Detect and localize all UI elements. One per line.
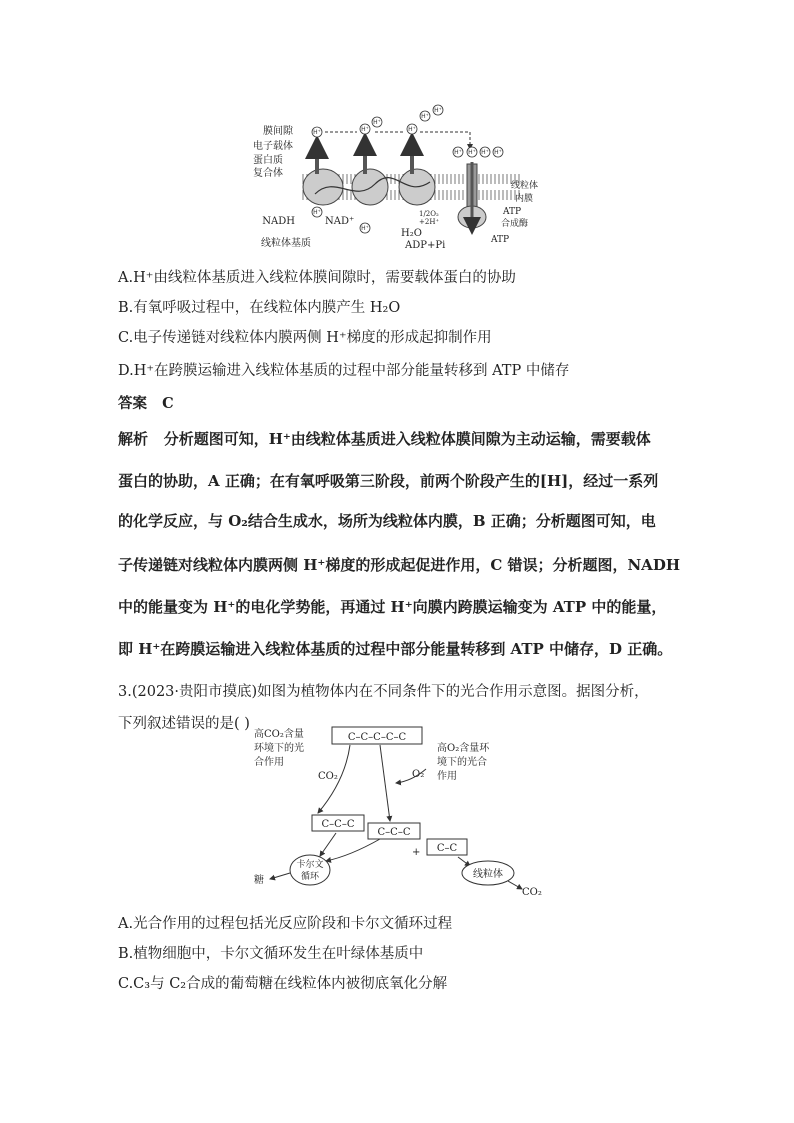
answer-label: 答案 (118, 395, 147, 412)
svg-text:H⁺: H⁺ (313, 209, 321, 216)
arrow-c3a-to-calvin (320, 833, 336, 856)
svg-text:H⁺: H⁺ (454, 149, 462, 156)
label-adp: ADP+Pi (405, 240, 446, 251)
option-a: A.H⁺由线粒体基质进入线粒体膜间隙时，需要载体蛋白的协助 (118, 270, 516, 286)
svg-text:H⁺: H⁺ (373, 119, 381, 126)
right-note-2: 境下的光合 (437, 757, 487, 768)
arrow-c5-to-c3b (380, 745, 390, 821)
analysis-label: 解析 (118, 430, 149, 448)
c3b-label: C–C–C (377, 827, 411, 838)
label-2h: +2H⁺ (419, 218, 440, 226)
svg-text:H⁺: H⁺ (468, 149, 476, 156)
proton-flow-dashed (325, 132, 470, 149)
left-note-3: 合作用 (254, 757, 284, 768)
analysis-text-1: 分析题图可知，H⁺由线粒体基质进入线粒体膜间隙为主动运输，需要载体 (163, 430, 651, 448)
label-nad: NAD⁺ (325, 216, 355, 227)
left-note-1: 高CO₂含量 (254, 729, 304, 740)
analysis-line-5: 中的能量变为 H⁺的电化学势能，再通过 H⁺向膜内跨膜运输变为 ATP 中的能量， (118, 598, 667, 616)
mito-label: 线粒体 (473, 869, 503, 880)
co2-in-label: CO₂ (318, 771, 338, 782)
mitochondria-membrane-figure (245, 104, 545, 254)
photosynthesis-figure (240, 721, 560, 901)
label-protein: 蛋白质 (253, 155, 283, 166)
label-matrix: 线粒体基质 (261, 238, 311, 249)
q3-option-a: A.光合作用的过程包括光反应阶段和卡尔文循环过程 (118, 916, 453, 932)
analysis-line-6: 即 H⁺在跨膜运输进入线粒体基质的过程中部分能量转移到 ATP 中储存，D 正确。 (118, 640, 673, 658)
left-note-2: 环境下的光 (254, 743, 304, 754)
arrow-c3b-to-calvin (326, 839, 380, 861)
label-atp-out: ATP (491, 235, 510, 245)
option-c: C.电子传递链对线粒体内膜两侧 H⁺梯度的形成起抑制作用 (118, 330, 492, 346)
analysis-line-1 (118, 428, 651, 450)
label-synthase: 合成酶 (501, 219, 529, 229)
label-complex: 复合体 (253, 168, 283, 179)
arrow-mito-to-co2 (508, 881, 522, 889)
label-electron-carrier: 电子载体 (253, 141, 293, 152)
q3-option-b: B.植物细胞中，卡尔文循环发生在叶绿体基质中 (118, 946, 424, 962)
label-atp-1: ATP (503, 207, 522, 217)
label-h2o: H₂O (401, 228, 422, 239)
svg-text:H⁺: H⁺ (361, 225, 369, 232)
svg-text:H⁺: H⁺ (313, 129, 321, 136)
svg-text:H⁺: H⁺ (434, 107, 442, 114)
svg-text:H⁺: H⁺ (361, 126, 369, 133)
co2-out-label: CO₂ (522, 887, 542, 898)
protein-complex-2 (352, 169, 388, 205)
svg-text:H⁺: H⁺ (421, 113, 429, 120)
option-b: B.有氧呼吸过程中，在线粒体内膜产生 H₂O (118, 300, 401, 316)
plus-sign: + (412, 847, 421, 858)
arrow-c2-to-mito (458, 857, 470, 866)
right-note-1: 高O₂含量环 (437, 743, 490, 754)
label-nadh: NADH (262, 216, 295, 227)
label-intermembrane: 膜间隙 (263, 126, 293, 137)
o2-in-label: O₂ (412, 769, 425, 780)
answer-value: C (162, 395, 174, 412)
svg-text:H⁺: H⁺ (408, 126, 416, 133)
calvin-label-2: 循环 (300, 872, 320, 882)
label-inner-membrane-1: 线粒体 (511, 181, 539, 191)
answer-row (118, 394, 174, 414)
question3-line-1: 3.(2023·贵阳市摸底)如图为植物体内在不同条件下的光合作用示意图。据图分析， (118, 684, 649, 700)
option-d: D.H⁺在跨膜运输进入线粒体基质的过程中部分能量转移到 ATP 中储存 (118, 363, 570, 379)
c3a-label: C–C–C (321, 819, 355, 830)
analysis-line-4: 子传递链对线粒体内膜两侧 H⁺梯度的形成起促进作用，C 错误；分析题图，NADH (118, 556, 681, 574)
svg-text:H⁺: H⁺ (481, 149, 489, 156)
arrow-calvin-to-sugar (270, 873, 290, 879)
calvin-label-1: 卡尔文 (296, 860, 324, 870)
analysis-line-3: 的化学反应，与 O₂结合生成水，场所为线粒体内膜，B 正确；分析题图可知，电 (118, 512, 656, 530)
analysis-line-2: 蛋白的协助，A 正确；在有氧呼吸第三阶段，前两个阶段产生的[H]，经过一系列 (118, 472, 659, 490)
q3-option-c: C.C₃与 C₂合成的葡萄糖在线粒体内被彻底氧化分解 (118, 976, 448, 992)
right-note-3: 作用 (437, 771, 457, 782)
c2-label: C–C (436, 843, 458, 854)
question3-line-2: 下列叙述错误的是( ) (118, 716, 250, 732)
sugar-label: 糖 (254, 875, 264, 886)
svg-text:H⁺: H⁺ (494, 149, 502, 156)
label-half-o2: 1/2O₂ (419, 210, 439, 218)
c5-label: C–C–C–C–C (347, 732, 407, 743)
label-inner-membrane-2: 内膜 (515, 194, 534, 204)
